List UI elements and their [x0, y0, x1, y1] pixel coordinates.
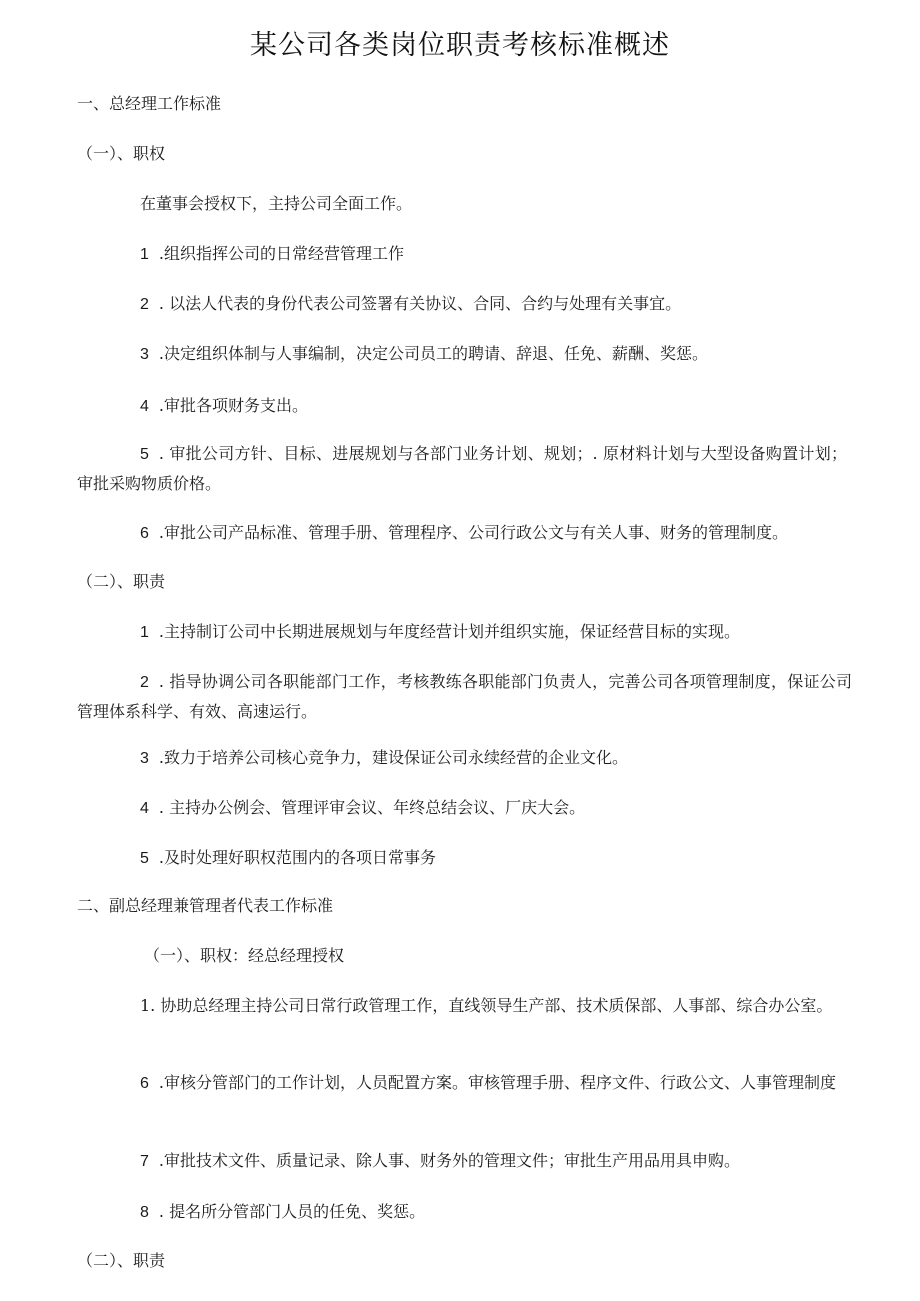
section-1-heading: 一、总经理工作标准 — [77, 94, 222, 113]
document-title: 某公司各类岗位职责考核标准概述 — [250, 30, 670, 61]
item-text: . 主持办公例会、管理评审会议、年终总结会议、厂庆大会。 — [158, 798, 586, 817]
item-text: .审批公司产品标准、管理手册、管理程序、公司行政公文与有关人事、财务的管理制度。 — [158, 523, 788, 542]
item-text: .致力于培养公司核心竞争力，建设保证公司永续经营的企业文化。 — [158, 748, 628, 767]
list-item — [77, 991, 842, 1020]
list-item — [140, 843, 436, 873]
item-number: 7 — [140, 1153, 149, 1170]
section-2-heading: 二、副总经理兼管理者代表工作标准 — [77, 896, 334, 915]
item-text: .审核分管部门的工作计划，人员配置方案。审核管理手册、程序文件、行政公文、人事管理制度 — [158, 1073, 836, 1092]
item-text: . 以法人代表的身份代表公司签署有关协议、合同、合约与处理有关事宜。 — [158, 294, 682, 313]
item-number: 6 — [140, 525, 149, 542]
item-text: .组织指挥公司的日常经营管理工作 — [158, 244, 404, 263]
list-item — [140, 391, 308, 421]
list-item — [140, 1197, 425, 1227]
list-item — [77, 439, 847, 498]
item-text: . 审批公司方针、目标、进展规划与各部门业务计划、规划；. 原材料计划与大型设备购置计划；审批采购物质价格。 — [77, 444, 847, 493]
list-item — [140, 617, 740, 647]
item-number: 4 — [140, 800, 149, 817]
item-number: 4 — [140, 398, 149, 415]
section-1-sub-1-heading: （一）、职权 — [77, 144, 166, 163]
list-item — [140, 793, 585, 823]
item-text: .决定组织体制与人事编制，决定公司员工的聘请、辞退、任免、薪酬、奖惩。 — [158, 344, 708, 363]
item-text: 1. 协助总经理主持公司日常行政管理工作，直线领导生产部、技术质保部、人事部、综合办公室。 — [140, 996, 833, 1015]
item-text: .及时处理好职权范围内的各项日常事务 — [158, 848, 436, 867]
item-number: 1 — [140, 624, 149, 641]
section-2-sub-2-heading: （二）、职责 — [77, 1251, 166, 1270]
item-number: 2 — [140, 674, 149, 691]
item-text: .主持制订公司中长期进展规划与年度经营计划并组织实施，保证经营目标的实现。 — [158, 622, 740, 641]
item-text: .审批各项财务支出。 — [158, 396, 308, 415]
item-number: 6 — [140, 1075, 149, 1092]
item-number: 3 — [140, 750, 149, 767]
list-item — [77, 667, 852, 726]
item-number: 8 — [140, 1204, 149, 1221]
list-item — [140, 743, 628, 773]
item-number: 3 — [140, 346, 149, 363]
item-text: . 指导协调公司各职能部门工作，考核教练各职能部门负责人，完善公司各项管理制度，保证公司管理体系科学、有效、高速运行。 — [77, 672, 852, 721]
item-number: 1 — [140, 246, 149, 263]
list-item — [140, 518, 788, 548]
list-item — [140, 339, 708, 369]
item-text: .审批技术文件、质量记录、除人事、财务外的管理文件；审批生产用品用具申购。 — [158, 1151, 740, 1170]
section-1-sub-2-heading: （二）、职责 — [77, 572, 166, 591]
item-number: 5 — [140, 850, 149, 867]
list-item — [140, 239, 404, 269]
item-number: 2 — [140, 296, 149, 313]
list-item — [140, 289, 681, 319]
list-item — [140, 1146, 740, 1176]
section-1-intro: 在董事会授权下，主持公司全面工作。 — [140, 194, 413, 213]
item-text: . 提名所分管部门人员的任免、奖惩。 — [158, 1202, 426, 1221]
section-2-sub-1-heading: （一）、职权：经总经理授权 — [144, 946, 345, 965]
item-number: 5 — [140, 446, 149, 463]
list-item — [77, 1068, 847, 1098]
